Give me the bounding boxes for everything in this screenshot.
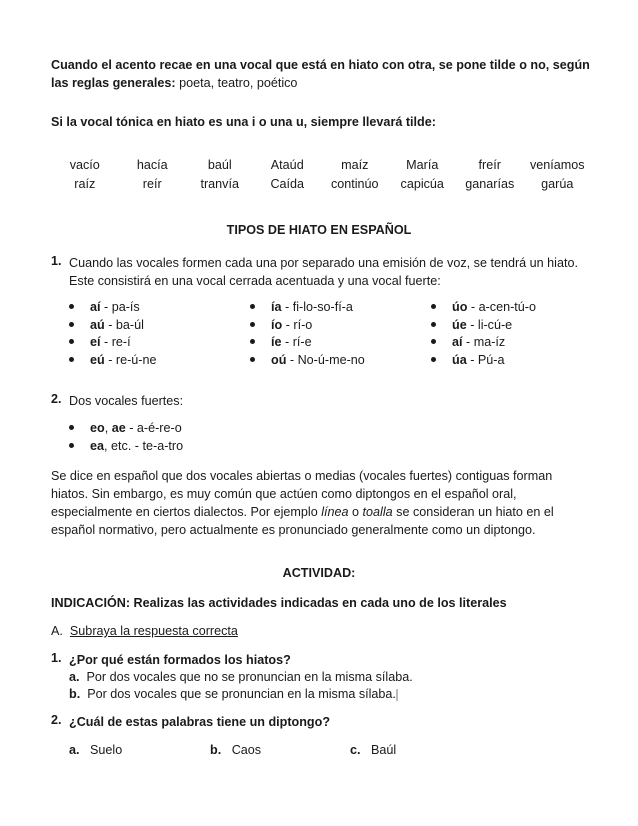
word-cell: garúa xyxy=(541,177,574,191)
type2-text: Dos vocales fuertes: xyxy=(69,394,184,408)
explanation-paragraph: Se dice en español que dos vocales abiertas o medias (vocales fuertes) contiguas forman hiatos. Sin embargo, es muy común que actúen como diptongos en el español oral, especialmente en ciertos dialectos. Por ejemplo línea o toalla se consideran un hiato en el español normativo, pero actualmente es pronunciado generalmente como un diptongo. xyxy=(51,469,554,537)
list-item: oú - No-ú-me-no xyxy=(250,352,365,370)
list-item: eú - re-ú-ne xyxy=(69,352,157,370)
type1-list-col3 xyxy=(431,299,536,369)
list-item: aí - ma-íz xyxy=(431,334,536,352)
intro-bold: Cuando el acento recae en una vocal que está en hiato con otra, se pone tilde o no, según las reglas generales: xyxy=(51,58,590,90)
list-item: ea, etc. - te-a-tro xyxy=(69,438,183,456)
word-cell: freír xyxy=(478,158,501,172)
word-cell: Ataúd xyxy=(270,158,304,172)
list-item: ía - fi-lo-so-fí-a xyxy=(250,299,365,317)
q1-option-a: a. Por dos vocales que no se pronuncian en la misma sílaba. xyxy=(69,670,413,684)
list-item: íe - rí-e xyxy=(250,334,365,352)
bullet-icon xyxy=(250,304,255,309)
list-item: aí - pa-ís xyxy=(69,299,157,317)
q2-number: 2. xyxy=(51,713,62,727)
bullet-icon xyxy=(69,304,74,309)
bullet-icon xyxy=(431,304,436,309)
q2-text: ¿Cuál de estas palabras tiene un diptongo? xyxy=(69,715,331,729)
list-item: úa - Pú-a xyxy=(431,352,536,370)
text-cursor xyxy=(396,689,398,701)
word-cell: Caída xyxy=(270,177,305,191)
q2-option-a: a. Suelo xyxy=(69,743,123,757)
word-cell: reír xyxy=(142,177,162,191)
rule-title: Si la vocal tónica en hiato es una i o una u, siempre llevará tilde: xyxy=(51,115,436,129)
type1-list-col2 xyxy=(250,299,365,369)
bullet-icon xyxy=(69,443,74,448)
q1-text: ¿Por qué están formados los hiatos? xyxy=(69,653,291,667)
q2-option-b: b. Caos xyxy=(210,743,262,757)
q2-option-c: c. Baúl xyxy=(350,743,397,757)
list-item: úe - li-cú-e xyxy=(431,317,536,335)
q1-option-b: b. Por dos vocales que se pronuncian en la misma sílaba. xyxy=(69,687,396,701)
word-cell: continúo xyxy=(330,177,379,191)
type1-number: 1. xyxy=(51,254,62,268)
intro-examples: poeta, teatro, poético xyxy=(175,76,298,90)
list-item: ío - rí-o xyxy=(250,317,365,335)
word-cell: tranvía xyxy=(200,177,239,191)
types-title: TIPOS DE HIATO EN ESPAÑOL xyxy=(226,223,412,237)
word-cell: maíz xyxy=(341,158,369,172)
type2-number: 2. xyxy=(51,392,62,406)
bullet-icon xyxy=(250,322,255,327)
intro-paragraph xyxy=(51,56,591,92)
list-item: úo - a-cen-tú-o xyxy=(431,299,536,317)
type2-list xyxy=(69,420,183,455)
list-item: aú - ba-úl xyxy=(69,317,157,335)
list-item: eí - re-í xyxy=(69,334,157,352)
bullet-icon xyxy=(69,357,74,362)
word-grid-row-2 xyxy=(51,175,591,193)
list-item: eo, ae - a-é-re-o xyxy=(69,420,183,438)
activity-title: ACTIVIDAD: xyxy=(282,566,356,580)
bullet-icon xyxy=(431,357,436,362)
bullet-icon xyxy=(69,339,74,344)
bullet-icon xyxy=(69,322,74,327)
word-cell: capicúa xyxy=(400,177,444,191)
word-cell: baúl xyxy=(207,158,232,172)
bullet-icon xyxy=(69,425,74,430)
bullet-icon xyxy=(250,357,255,362)
section-a xyxy=(51,622,591,640)
q1-number: 1. xyxy=(51,651,62,665)
word-cell: hacía xyxy=(136,158,168,172)
word-cell: veníamos xyxy=(529,158,585,172)
section-letter: A. xyxy=(51,624,63,638)
type1-list-col1 xyxy=(69,299,157,369)
word-cell: vacío xyxy=(69,158,100,172)
word-grid-row-1 xyxy=(51,156,591,174)
type1-text: Cuando las vocales formen cada una por separado una emisión de voz, se tendrá un hiato. Este consistirá en una vocal cerrada acentuada y una vocal fuerte: xyxy=(69,256,578,288)
bullet-icon xyxy=(431,339,436,344)
word-cell: raíz xyxy=(74,177,96,191)
word-cell: María xyxy=(406,158,439,172)
section-a-instruction: Subraya la respuesta correcta xyxy=(69,624,238,638)
bullet-icon xyxy=(250,339,255,344)
bullet-icon xyxy=(431,322,436,327)
word-cell: ganarías xyxy=(465,177,515,191)
indication: INDICACIÓN: Realizas las actividades indicadas en cada uno de los literales xyxy=(51,596,507,610)
